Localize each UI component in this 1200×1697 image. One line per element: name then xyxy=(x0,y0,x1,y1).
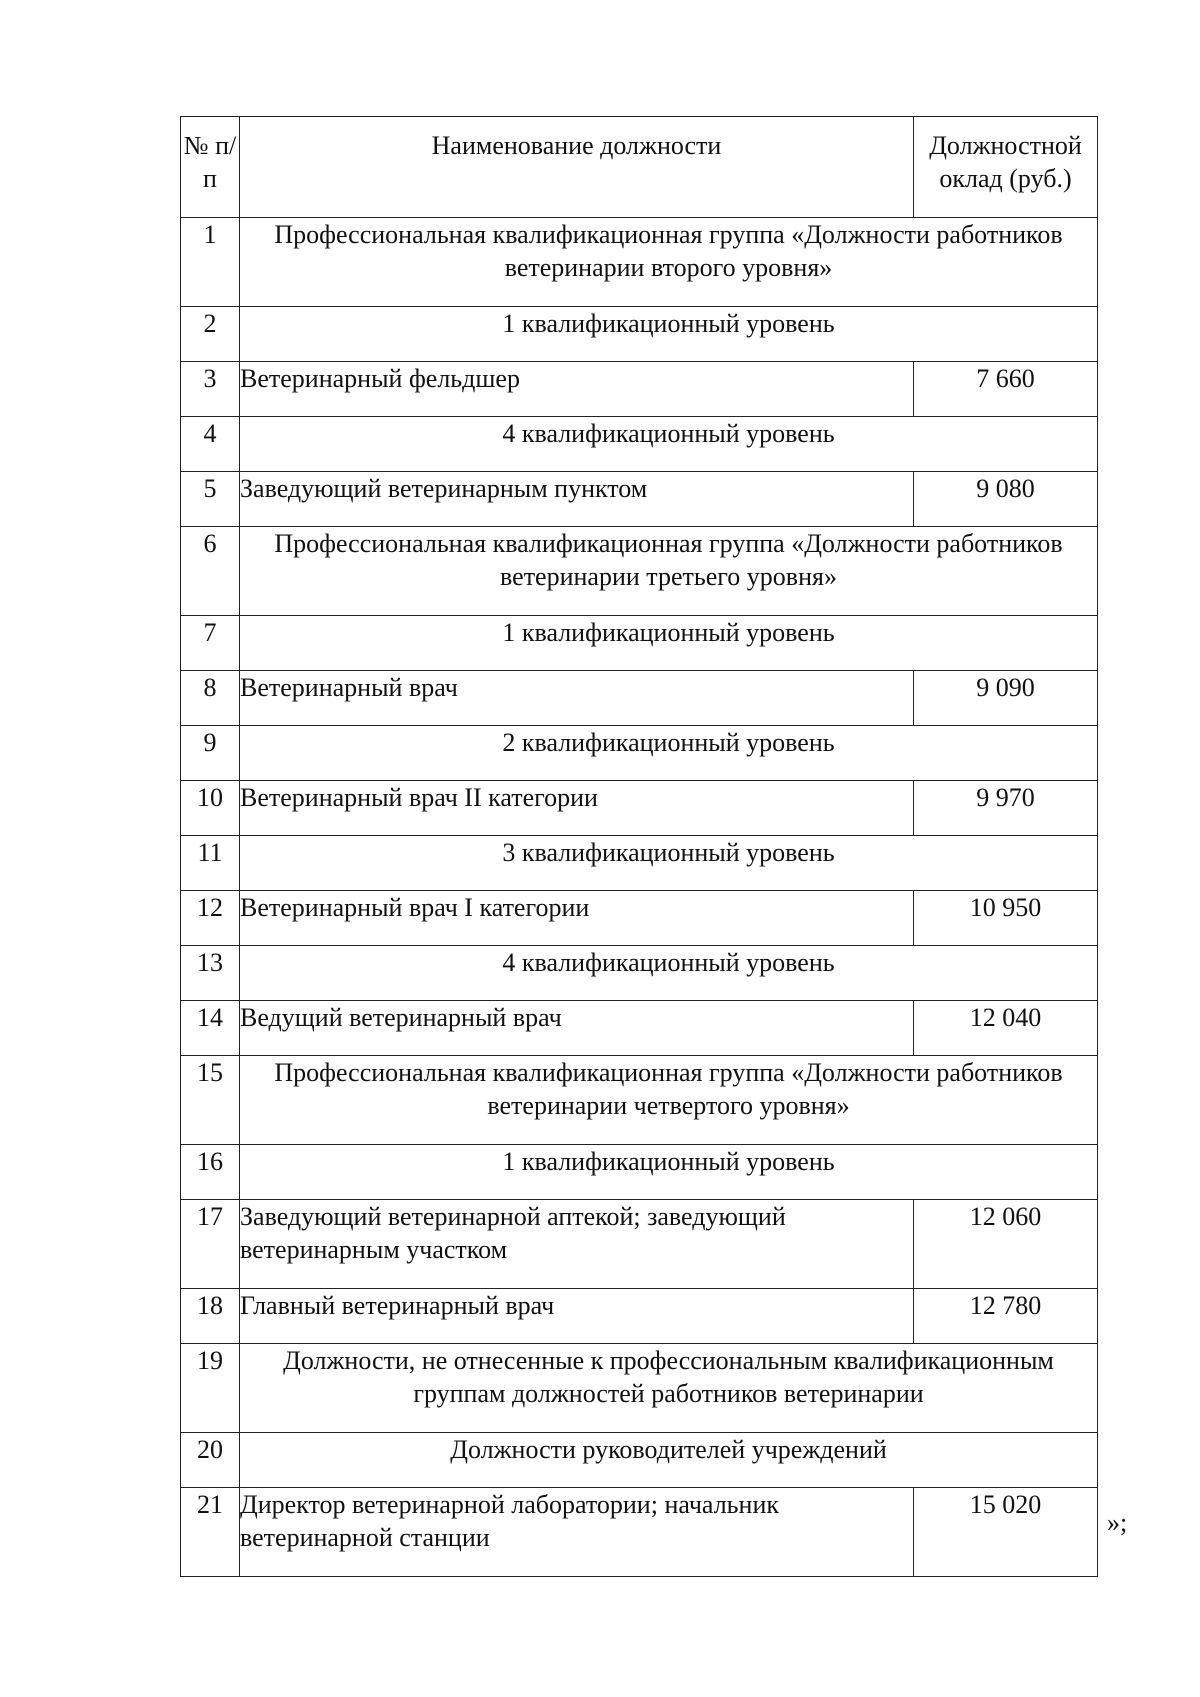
table-row-level xyxy=(181,616,1098,671)
row-number: 18 xyxy=(181,1289,240,1344)
row-number: 4 xyxy=(181,417,240,472)
position-salary: 12 040 xyxy=(914,1001,1098,1056)
row-number: 21 xyxy=(181,1488,240,1577)
position-salary: 9 080 xyxy=(914,472,1098,527)
row-number: 2 xyxy=(181,307,240,362)
row-number: 5 xyxy=(181,472,240,527)
position-name: Главный ветеринарный врач xyxy=(240,1289,914,1344)
row-number: 19 xyxy=(181,1344,240,1433)
position-salary: 15 020 xyxy=(914,1488,1098,1577)
table-row-level xyxy=(181,1145,1098,1200)
row-number: 13 xyxy=(181,946,240,1001)
closing-quote-mark: »; xyxy=(1107,1508,1128,1537)
level-title: 4 квалификационный уровень xyxy=(240,417,1098,472)
table-row-position xyxy=(181,472,1098,527)
level-title: 1 квалификационный уровень xyxy=(240,616,1098,671)
row-number: 11 xyxy=(181,836,240,891)
row-number: 9 xyxy=(181,726,240,781)
level-title: 1 квалификационный уровень xyxy=(240,307,1098,362)
table-row-group xyxy=(181,1056,1098,1145)
table-row-level xyxy=(181,946,1098,1001)
row-number: 15 xyxy=(181,1056,240,1145)
table-row-group xyxy=(181,218,1098,307)
table-row-position xyxy=(181,362,1098,417)
position-name: Директор ветеринарной лаборатории; начальник ветеринарной станции xyxy=(240,1488,914,1577)
table-row-position xyxy=(181,1001,1098,1056)
row-number: 16 xyxy=(181,1145,240,1200)
table-row-position xyxy=(181,1200,1098,1289)
row-number: 12 xyxy=(181,891,240,946)
level-title: Должности руководителей учреждений xyxy=(240,1433,1098,1488)
position-name: Заведующий ветеринарной аптекой; заведующий ветеринарным участком xyxy=(240,1200,914,1289)
header-salary: Должностной оклад (руб.) xyxy=(914,117,1098,218)
table-row-position xyxy=(181,1488,1098,1577)
position-salary: 12 780 xyxy=(914,1289,1098,1344)
row-number: 20 xyxy=(181,1433,240,1488)
group-title: Профессиональная квалификационная группа «Должности работников ветеринарии четвертого уровня» xyxy=(240,1056,1098,1145)
position-name: Ветеринарный фельдшер xyxy=(240,362,914,417)
table-row-position xyxy=(181,671,1098,726)
header-number: № п/п xyxy=(181,117,240,218)
table-row-level xyxy=(181,836,1098,891)
row-number: 6 xyxy=(181,527,240,616)
table-row-level xyxy=(181,1433,1098,1488)
table-row-position xyxy=(181,1289,1098,1344)
group-title: Профессиональная квалификационная группа «Должности работников ветеринарии третьего уровня» xyxy=(240,527,1098,616)
position-salary: 9 970 xyxy=(914,781,1098,836)
table-row-level xyxy=(181,417,1098,472)
table-row-level xyxy=(181,307,1098,362)
position-name: Ведущий ветеринарный врач xyxy=(240,1001,914,1056)
position-salary: 7 660 xyxy=(914,362,1098,417)
level-title: 3 квалификационный уровень xyxy=(240,836,1098,891)
position-name: Ветеринарный врач xyxy=(240,671,914,726)
position-name: Заведующий ветеринарным пунктом xyxy=(240,472,914,527)
level-title: 4 квалификационный уровень xyxy=(240,946,1098,1001)
position-salary: 12 060 xyxy=(914,1200,1098,1289)
row-number: 3 xyxy=(181,362,240,417)
table-header-row xyxy=(181,117,1098,218)
position-salary: 10 950 xyxy=(914,891,1098,946)
row-number: 7 xyxy=(181,616,240,671)
table-row-group xyxy=(181,1344,1098,1433)
salary-table xyxy=(180,116,1098,1577)
row-number: 10 xyxy=(181,781,240,836)
level-title: 1 квалификационный уровень xyxy=(240,1145,1098,1200)
row-number: 17 xyxy=(181,1200,240,1289)
table-row-position xyxy=(181,891,1098,946)
group-title: Должности, не отнесенные к профессиональным квалификационным группам должностей работников ветеринарии xyxy=(240,1344,1098,1433)
position-name: Ветеринарный врач I категории xyxy=(240,891,914,946)
row-number: 8 xyxy=(181,671,240,726)
row-number: 1 xyxy=(181,218,240,307)
row-number: 14 xyxy=(181,1001,240,1056)
position-salary: 9 090 xyxy=(914,671,1098,726)
table-row-group xyxy=(181,527,1098,616)
position-name: Ветеринарный врач II категории xyxy=(240,781,914,836)
header-position: Наименование должности xyxy=(240,117,914,218)
table-row-level xyxy=(181,726,1098,781)
level-title: 2 квалификационный уровень xyxy=(240,726,1098,781)
table-row-position xyxy=(181,781,1098,836)
group-title: Профессиональная квалификационная группа «Должности работников ветеринарии второго уровня» xyxy=(240,218,1098,307)
